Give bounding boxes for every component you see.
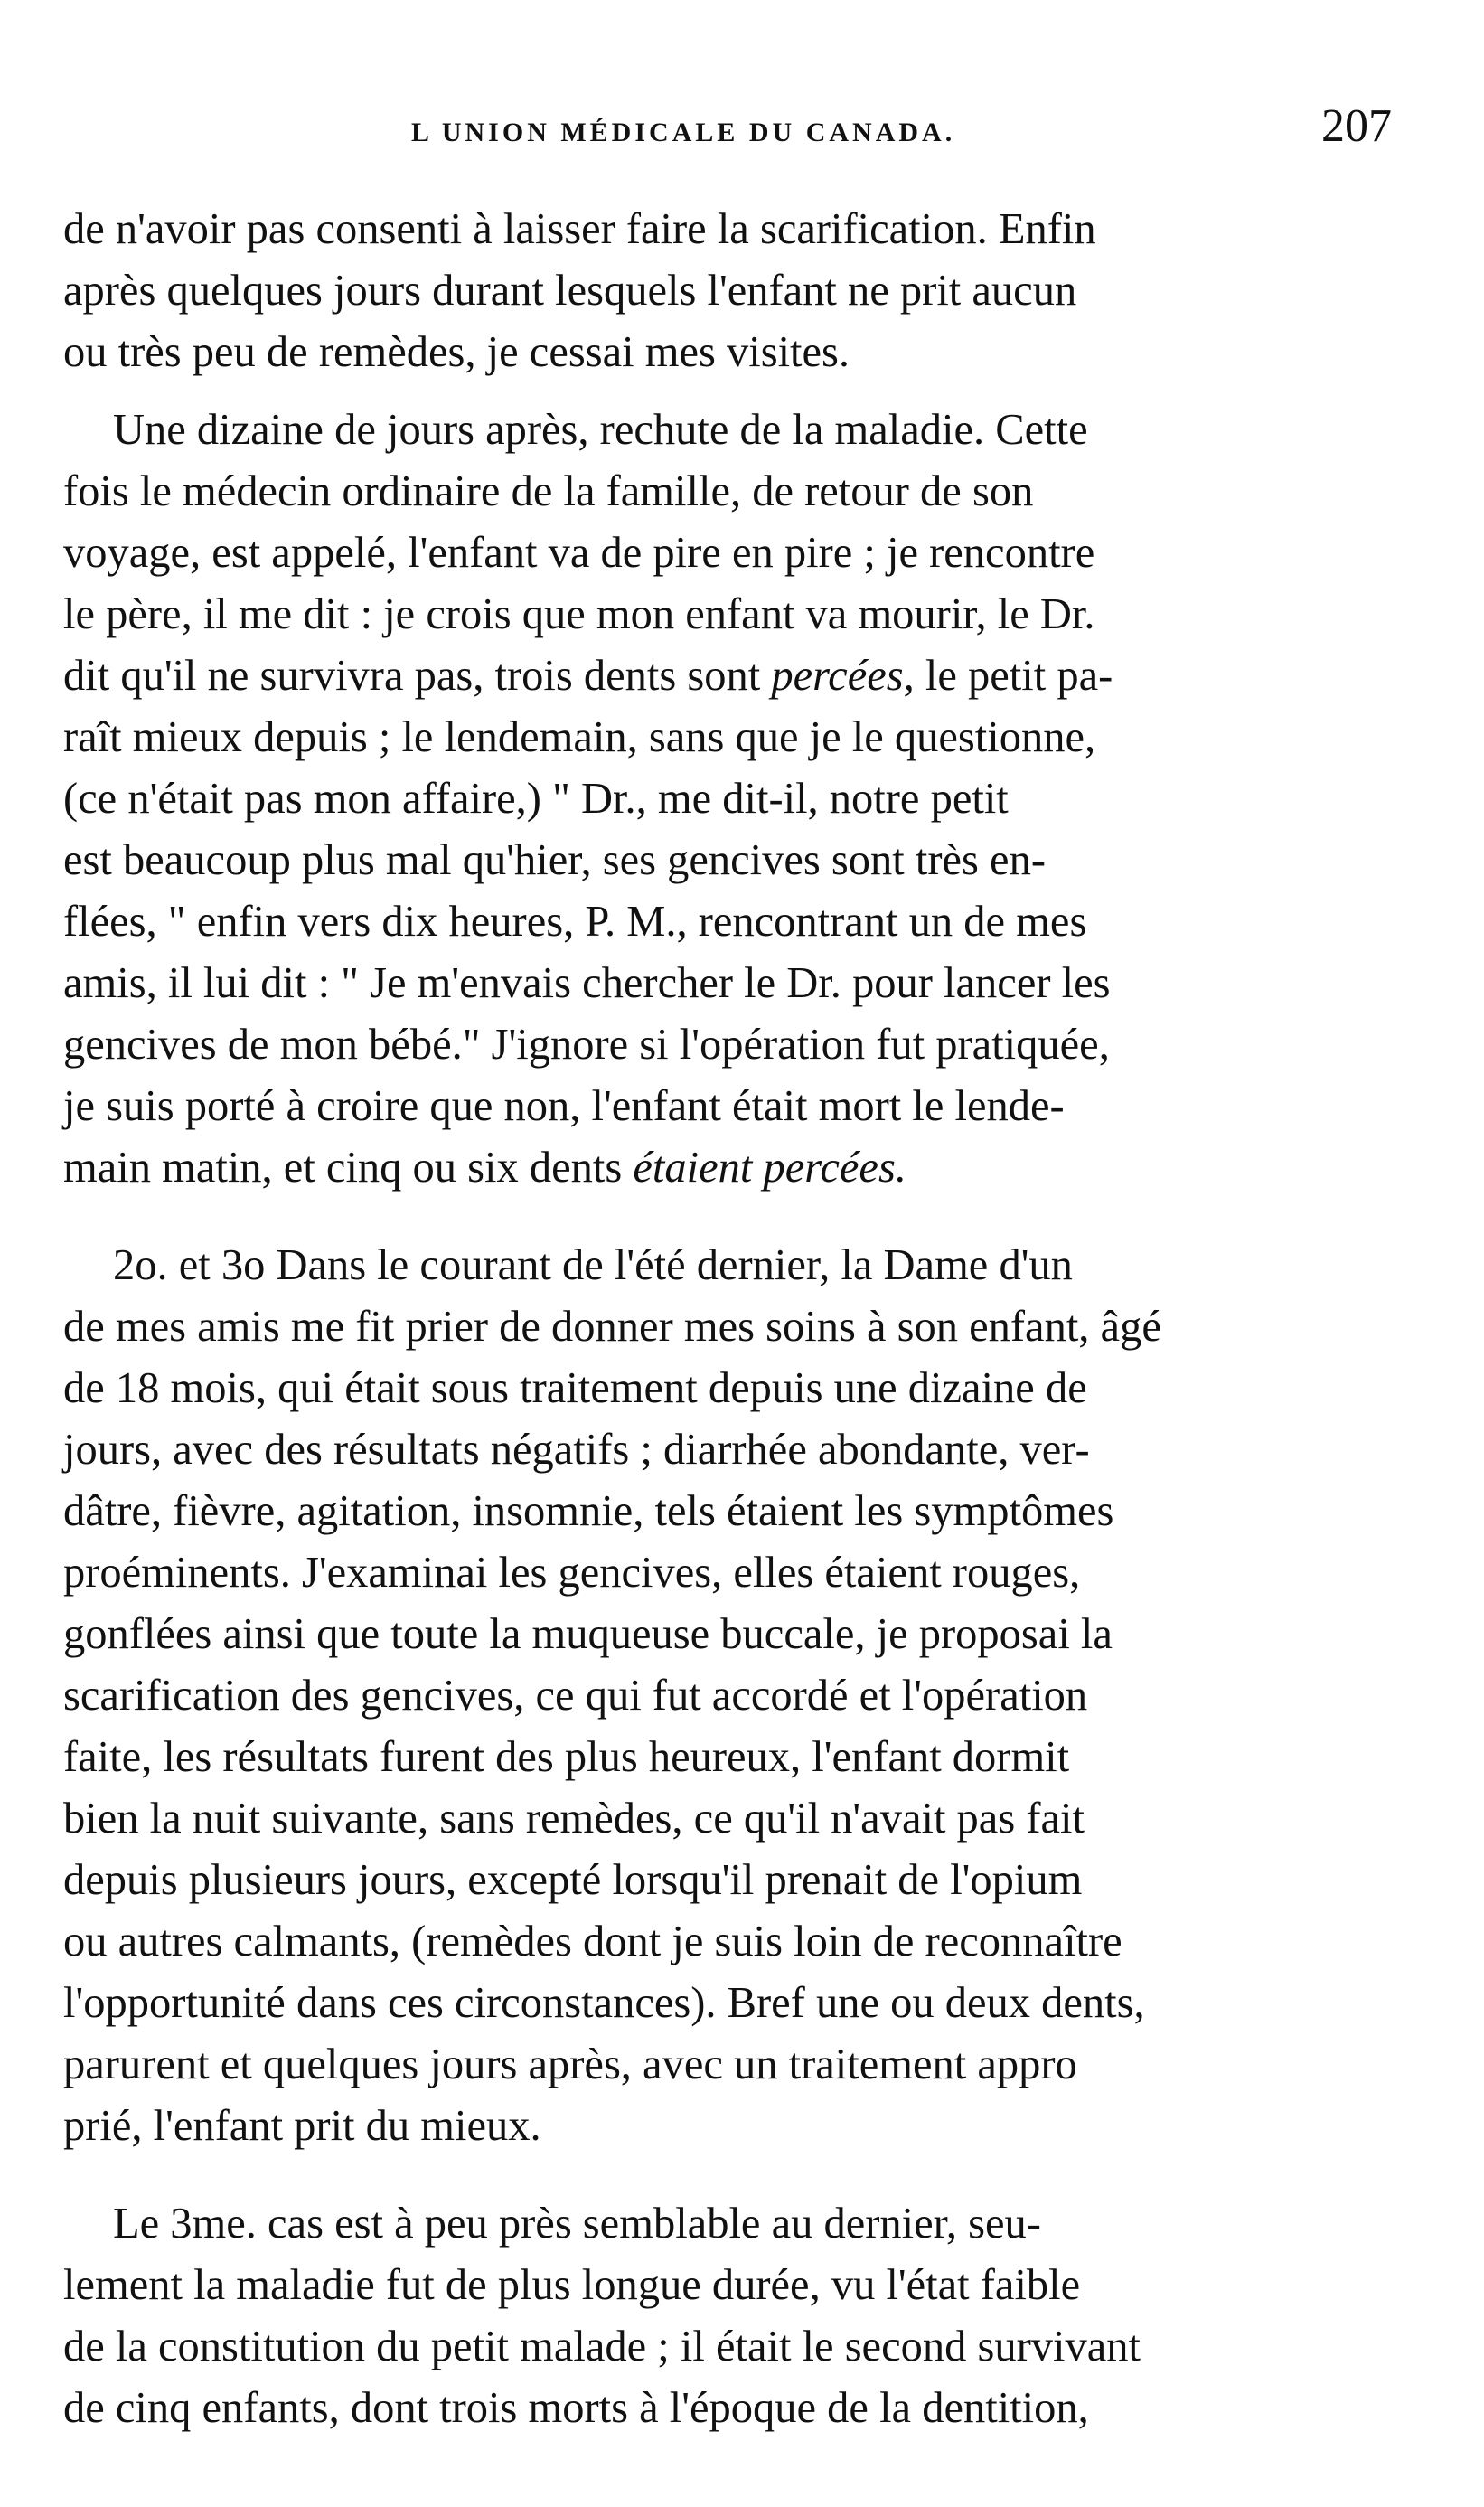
text-line: jours, avec des résultats négatifs ; diarrhée abondante, ver- (63, 1426, 1090, 1474)
text-line: prié, l'enfant prit du mieux. (63, 2102, 541, 2150)
text-line: gonflées ainsi que toute la muqueuse buccale, je proposai la (63, 1610, 1113, 1658)
text-line: faite, les résultats furent des plus heureux, l'enfant dormit (63, 1733, 1070, 1781)
text-line: après quelques jours durant lesquels l'enfant ne prit aucun (63, 267, 1077, 315)
text-line: Une dizaine de jours après, rechute de la maladie. Cette (113, 406, 1088, 454)
paragraph-4 (63, 2193, 1392, 2439)
text-line: lement la maladie fut de plus longue durée, vu l'état faible (63, 2261, 1081, 2309)
text-line: proéminents. J'examinai les gencives, elles étaient rouges, (63, 1549, 1081, 1597)
text-line: flées, " enfin vers dix heures, P. M., rencontrant un de mes (63, 898, 1087, 946)
text-line: l'opportunité dans ces circonstances). Bref une ou deux dents, (63, 1979, 1145, 2027)
text-line: ou très peu de remèdes, je cessai mes visites. (63, 328, 850, 376)
text-line: de n'avoir pas consenti à laisser faire la scarification. Enfin (63, 205, 1096, 253)
text-line: Le 3me. cas est à peu près semblable au dernier, seu- (113, 2200, 1041, 2248)
paragraph-1 (63, 199, 1392, 383)
text-line-mixed (63, 1137, 1392, 1199)
text-line: ou autres calmants, (remèdes dont je suis loin de reconnaître (63, 1918, 1122, 1965)
text-line: amis, il lui dit : " Je m'envais chercher le Dr. pour lancer les (63, 959, 1111, 1007)
text-line: (ce n'était pas mon affaire,) " Dr., me dit-il, notre petit (63, 775, 1009, 823)
text-line: scarification des gencives, ce qui fut accordé et l'opération (63, 1672, 1088, 1720)
text-line: voyage, est appelé, l'enfant va de pire en pire ; je rencontre (63, 529, 1095, 577)
paragraph-3 (63, 1235, 1392, 2157)
text-line: 2o. et 3o Dans le courant de l'été dernier, la Dame d'un (113, 1241, 1073, 1289)
text-line: de 18 mois, qui était sous traitement depuis une dizaine de (63, 1364, 1087, 1412)
running-header (63, 99, 1392, 199)
running-title: L UNION MÉDICALE DU CANADA. (411, 118, 956, 147)
line-text: dit qu'il ne survivra pas, trois dents sont (63, 652, 761, 700)
text-line: de mes amis me fit prier de donner mes soins à son enfant, âgé (63, 1303, 1161, 1351)
text-line: fois le médecin ordinaire de la famille, de retour de son (63, 467, 1034, 515)
text-line-mixed (63, 646, 1392, 707)
text-line: dâtre, fièvre, agitation, insomnie, tels étaient les symptômes (63, 1487, 1114, 1535)
text-line: raît mieux depuis ; le lendemain, sans que je le questionne, (63, 713, 1096, 761)
text-line: bien la nuit suivante, sans remèdes, ce qu'il n'avait pas fait (63, 1795, 1085, 1843)
line-text: main matin, et cinq ou six dents (63, 1144, 623, 1192)
text-line: parurent et quelques jours après, avec un traitement appro (63, 2040, 1077, 2088)
emphasis-text: percées, (771, 652, 915, 700)
text-line: de la constitution du petit malade ; il était le second survivant (63, 2323, 1141, 2370)
text-line: gencives de mon bébé." J'ignore si l'opération fut pratiquée, (63, 1021, 1110, 1069)
text-line: est beaucoup plus mal qu'hier, ses gencives sont très en- (63, 836, 1046, 884)
line-text: le petit pa- (914, 652, 1113, 700)
page-number: 207 (1321, 100, 1392, 152)
emphasis-text: étaient percées. (633, 1144, 906, 1192)
text-line: je suis porté à croire que non, l'enfant était mort le lende- (63, 1082, 1065, 1130)
book-page (63, 99, 1392, 2439)
text-line: le père, il me dit : je crois que mon enfant va mourir, le Dr. (63, 590, 1095, 638)
text-line: depuis plusieurs jours, excepté lorsqu'il prenait de l'opium (63, 1856, 1083, 1904)
paragraph-2 (63, 400, 1392, 1199)
text-line: de cinq enfants, dont trois morts à l'époque de la dentition, (63, 2384, 1089, 2432)
